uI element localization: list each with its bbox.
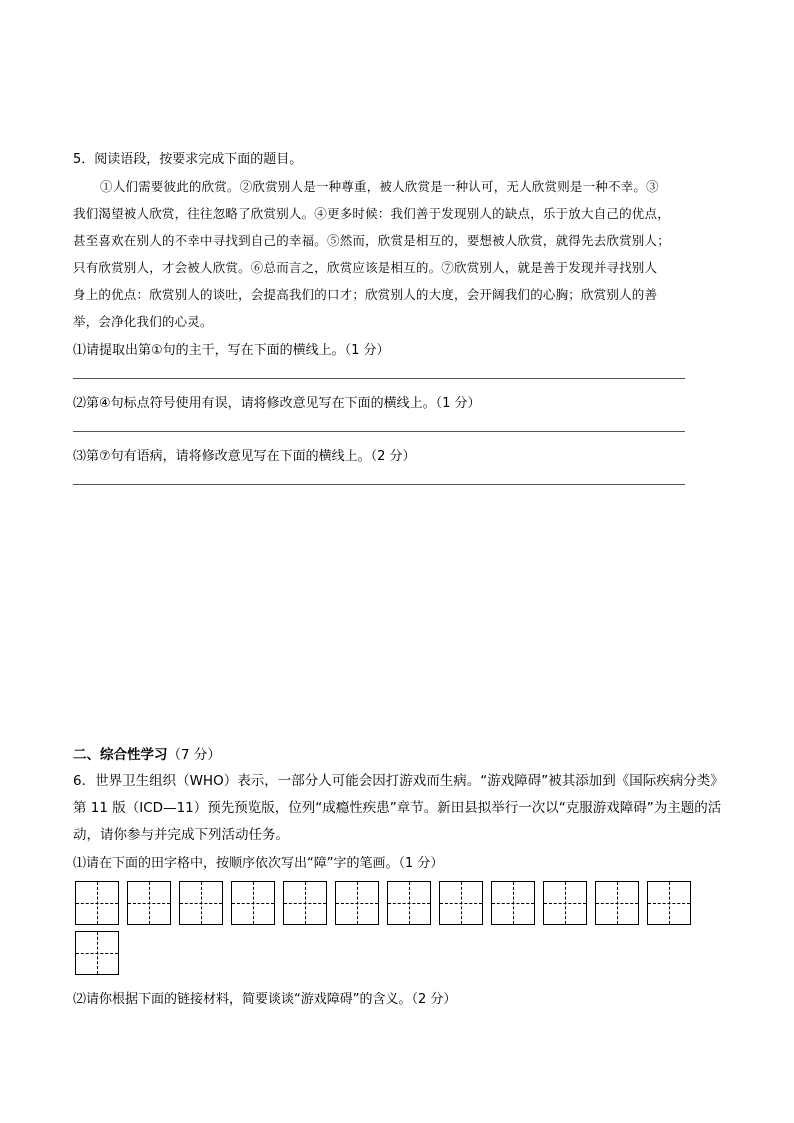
tianzige-box[interactable]: [491, 881, 535, 925]
question-5-sub-3: ⑶第⑦句有语病，请将修改意见写在下面的横线上。（2 分）: [73, 449, 416, 464]
paragraph-line: 甚至喜欢在别人的不幸中寻找到自己的幸福。⑤然而，欣赏是相互的，要想被人欣赏，就得先去欣赏别人；: [73, 233, 670, 248]
tianzige-box[interactable]: [335, 881, 379, 925]
question-5-title: 5．阅读语段，按要求完成下面的题目。: [73, 152, 303, 167]
question-5-sub-2: ⑵第④句标点符号使用有误，请将修改意见写在下面的横线上。（1 分）: [73, 396, 481, 411]
question-5-sub-1: ⑴请提取出第①句的主干，写在下面的横线上。（1 分）: [73, 343, 390, 358]
section-2-heading: [73, 743, 221, 763]
tianzige-box[interactable]: [543, 881, 587, 925]
question-6-line: 第 11 版（ICD—11）预先预览版，位列“成瘾性疾患”章节。新田县拟举行一次以“克服游戏障碍”为主题的活: [73, 800, 722, 816]
tianzige-box[interactable]: [439, 881, 483, 925]
tianzige-box[interactable]: [387, 881, 431, 925]
question-6-sub-1: ⑴请在下面的田字格中，按顺序依次写出“障”字的笔画。（1 分）: [73, 856, 444, 871]
question-6-sub-2: ⑵请你根据下面的链接材料，简要谈谈“游戏障碍”的含义。（2 分）: [73, 992, 457, 1007]
paragraph-line: ①人们需要彼此的欣赏。②欣赏别人是一种尊重，被人欣赏是一种认可，无人欣赏则是一种不幸。③: [100, 179, 659, 194]
paragraph-line: 身上的优点：欣赏别人的谈吐，会提高我们的口才；欣赏别人的大度，会开阔我们的心胸；欣赏别人的善: [73, 287, 658, 302]
tianzige-box[interactable]: [179, 881, 223, 925]
answer-line-3[interactable]: [73, 484, 685, 485]
tianzige-box[interactable]: [595, 881, 639, 925]
tianzige-box[interactable]: [283, 881, 327, 925]
question-6-line: 动，请你参与并完成下列活动任务。: [73, 827, 289, 843]
paragraph-line: 我们渴望被人欣赏，往往忽略了欣赏别人。④更多时候：我们善于发现别人的缺点，乐于放大自己的优点，: [73, 206, 670, 221]
answer-line-2[interactable]: [73, 431, 685, 432]
section-2-points: （7 分）: [167, 747, 221, 763]
question-6-line: 6．世界卫生组织（WHO）表示，一部分人可能会因打游戏而生病。“游戏障碍”被其添加到《国际疾病分类》: [73, 773, 724, 789]
tianzige-box[interactable]: [75, 881, 119, 925]
paragraph-line: 举，会净化我们的心灵。: [73, 314, 213, 329]
tianzige-box[interactable]: [75, 931, 119, 975]
paragraph-line: 只有欣赏别人，才会被人欣赏。⑥总而言之，欣赏应该是相互的。⑦欣赏别人，就是善于发现并寻找别人: [73, 260, 658, 275]
answer-line-1[interactable]: [73, 378, 685, 379]
tianzige-box[interactable]: [647, 881, 691, 925]
tianzige-box[interactable]: [231, 881, 275, 925]
tianzige-box[interactable]: [127, 881, 171, 925]
section-2-title: 二、综合性学习: [73, 747, 168, 763]
